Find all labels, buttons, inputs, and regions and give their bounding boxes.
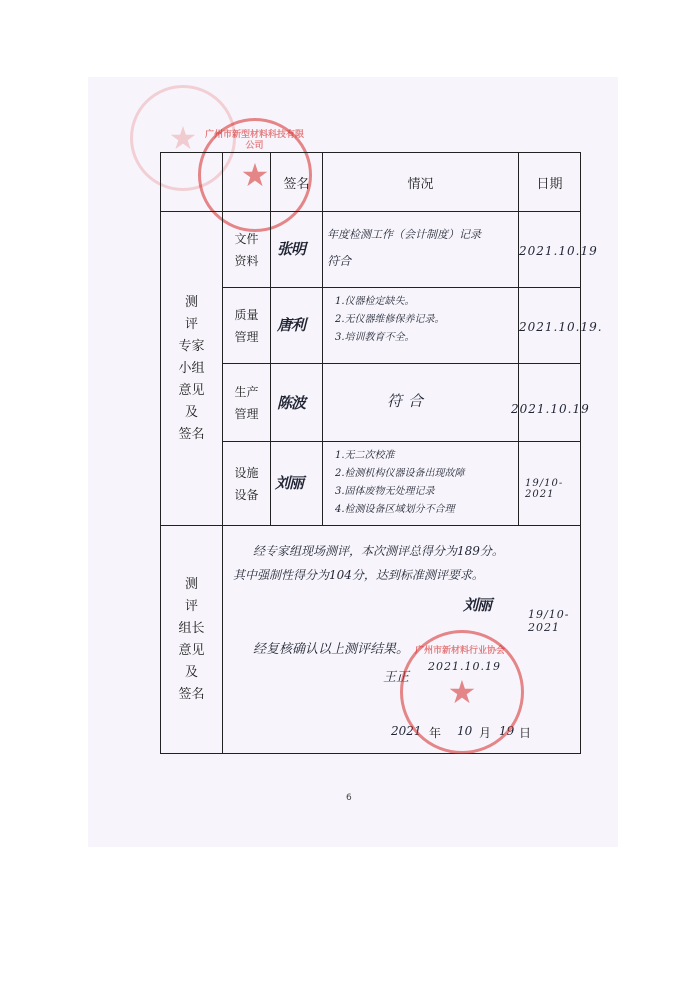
signature: 唐利 [277, 316, 306, 334]
final-day-char: 日 [519, 726, 532, 740]
signature-cell [271, 212, 323, 288]
situation-cell [323, 212, 519, 288]
situation-line: 符合 [327, 254, 352, 268]
page-number: 6 [346, 793, 352, 803]
situation-line: 符合 [387, 392, 430, 410]
situation-line: 1.仪器检定缺失。 [335, 296, 415, 307]
category-quality: 质量 管理 [223, 288, 271, 364]
situation-cell [323, 442, 519, 526]
seal-star-icon: ★ [240, 156, 270, 194]
situation-line: 4.检测设备区域划分不合理 [335, 504, 455, 515]
date-cell [519, 442, 581, 526]
signature-cell [271, 442, 323, 526]
reviewer-date: 2021.10.19 [428, 660, 501, 673]
blank-corner-2 [223, 153, 271, 212]
final-year-char: 年 [429, 726, 442, 740]
date-cell [519, 212, 598, 288]
leader-comment-line: 经专家组现场测评，本次测评总得分为189分。 [253, 544, 504, 558]
association-seal-text: 广州市新材料行业协会 [414, 646, 505, 656]
situation-line: 3.培训教育不全。 [335, 332, 415, 343]
situation-line: 2.检测机构仪器设备出现故障 [335, 468, 465, 479]
faded-seal-star-icon: ★ [168, 119, 198, 157]
signature: 陈波 [277, 394, 306, 412]
situation-line: 1.无二次校准 [335, 450, 395, 461]
date-cell [519, 288, 603, 364]
category-production: 生产 管理 [223, 364, 271, 442]
leader-signature-date: 19/10-2021 [528, 608, 570, 634]
situation-line: 年度检测工作（会计制度）记录 [327, 228, 481, 241]
situation-line: 2.无仪器维修保养记录。 [335, 314, 445, 325]
review-comment: 经复核确认以上测评结果。 [253, 642, 410, 657]
category-documents: 文件 资料 [223, 212, 271, 288]
final-year: 2021 [391, 724, 422, 738]
signature: 张明 [277, 240, 306, 258]
header-sign: 签名 [271, 153, 323, 212]
situation-line: 3.固体废物无处理记录 [335, 486, 435, 497]
signature-cell [271, 364, 323, 442]
signature-cell [271, 288, 323, 364]
situation-cell [323, 364, 519, 442]
date-cell [511, 364, 590, 442]
signature: 刘丽 [275, 474, 304, 492]
header-situation: 情况 [323, 153, 519, 212]
association-seal-star-icon: ★ [447, 673, 477, 711]
blank-corner [161, 153, 223, 212]
situation-cell [323, 288, 519, 364]
reviewer-signature: 王正 [383, 670, 410, 685]
handwritten-date: 2021.10.19. [519, 320, 603, 334]
handwritten-date: 19/10-2021 [525, 478, 564, 500]
expert-section-label: 测 评 专家 小组 意见 及 签名 [161, 212, 223, 526]
leader-section-label: 测 评 组长 意见 及 签名 [161, 526, 223, 754]
company-seal-text: 广州市新型材料科技有限公司 [204, 130, 304, 151]
handwritten-date: 2021.10.19 [511, 402, 590, 416]
final-month: 10 [457, 724, 473, 738]
leader-opinion-cell [223, 526, 581, 754]
category-facilities: 设施 设备 [223, 442, 271, 526]
evaluation-form [160, 152, 603, 754]
header-date: 日期 [519, 153, 581, 212]
leader-signature: 刘丽 [463, 596, 492, 614]
leader-comment-line: 其中强制性得分为104分，达到标准测评要求。 [233, 568, 484, 582]
final-day: 19 [499, 724, 515, 738]
final-month-char: 月 [479, 726, 492, 740]
handwritten-date: 2021.10.19 [519, 244, 598, 258]
